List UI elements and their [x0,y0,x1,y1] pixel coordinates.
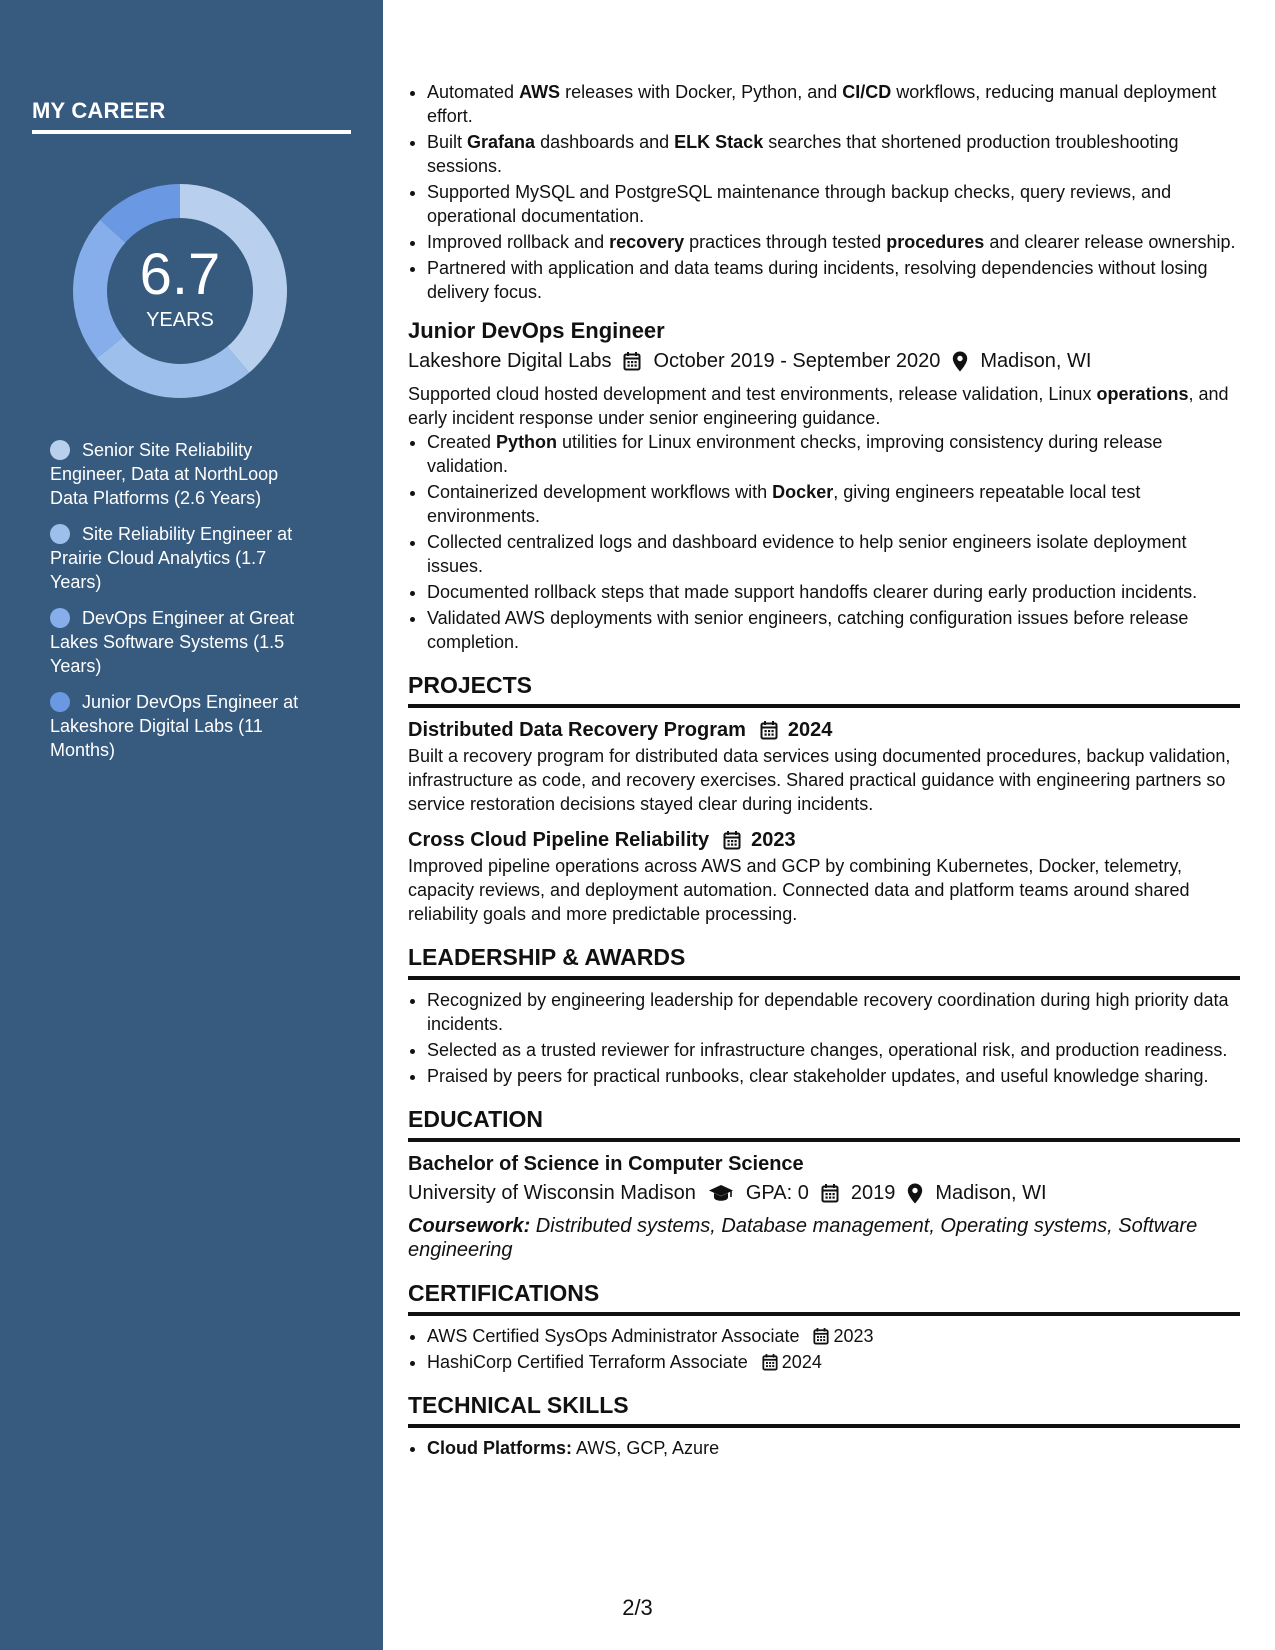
projects-heading: PROJECTS [408,670,1240,708]
text-segment: and clearer release ownership. [984,232,1236,252]
bold-text: operations [1096,384,1189,404]
project-title: Distributed Data Recovery Program [408,719,746,741]
leadership-heading: LEADERSHIP & AWARDS [408,942,1240,980]
career-list [50,438,315,774]
text-segment: Created [427,432,497,452]
calendar-icon [760,720,778,740]
career-item [50,690,315,762]
page-number: 2/3 [622,1595,653,1620]
role-title: Junior DevOps Engineer [408,318,665,343]
text-segment: utilities for Linux environment checks, improving consistency during release validation. [427,432,1163,476]
list-item: • Selected as a trusted reviewer for infrastructure changes, operational risk, and production readiness. [427,1038,1240,1062]
list-item [427,1436,1240,1460]
coursework [408,1214,1240,1262]
text-segment: searches that shortened production troubleshooting sessions. [427,132,1179,176]
text-segment: , giving engineers repeatable local test environments. [427,482,1141,526]
calendar-icon [623,351,641,371]
location-pin-icon [952,351,968,372]
certifications-list [408,1324,1240,1374]
calendar-icon [723,830,741,850]
text-segment: Supported cloud hosted development and test environments, release validation, Linux [408,384,1097,404]
graduation-year: 2019 [850,1182,896,1204]
list-item [427,480,1240,528]
certifications-heading: CERTIFICATIONS [408,1278,1240,1316]
skills-heading: TECHNICAL SKILLS [408,1390,1240,1428]
bold-text: CI/CD [842,82,892,102]
text-segment: dashboards and [535,132,675,152]
total-years: 6.7 [139,242,221,307]
list-item [427,606,1240,654]
graduation-cap-icon [708,1184,734,1202]
text-segment: Automated [427,82,520,102]
list-item [427,256,1240,304]
bold-text: ELK Stack [674,132,764,152]
career-item [50,438,315,510]
list-item [427,1324,1240,1348]
project-year: 2024 [787,719,833,741]
coursework-label: Coursework: [408,1215,531,1237]
project-description: Built a recovery program for distributed data services using documented procedures, backup validation, infrastructure as code, and recovery exercises. Shared practical guidance with engineering partners so service restoration decisions stayed clear during incidents. [408,746,1231,814]
education-meta [408,1178,1240,1208]
calendar-icon [821,1183,839,1203]
project-title: Cross Cloud Pipeline Reliability [408,829,710,851]
list-item: • Recognized by engineering leadership for dependable recovery coordination during high priority data incidents. [427,988,1240,1036]
location-pin-icon [907,1183,923,1204]
cert-name: • AWS Certified SysOps Administrator Associate [427,1326,800,1346]
sidebar-title: MY CAREER [32,98,351,134]
degree-title: Bachelor of Science in Computer Science [408,1153,804,1175]
role-dates: October 2019 - September 2020 [653,350,941,372]
role-summary [408,382,1240,430]
education-location: Madison, WI [935,1182,1047,1204]
text-segment: Validated AWS deployments with senior engineers, catching configuration issues before release completion. [427,608,1189,652]
list-item [427,80,1240,128]
legend-dot-icon [50,440,70,460]
list-item [427,130,1240,178]
text-segment: workflows, reducing manual deployment effort. [427,82,1217,126]
text-segment: Improved rollback and [427,232,610,252]
school-name: University of Wisconsin Madison [408,1182,696,1204]
sidebar [0,0,383,1650]
list-item [427,530,1240,578]
bold-text: Docker [772,482,834,502]
years-label: YEARS [146,309,214,331]
donut-center [62,173,298,409]
leadership-bullets [408,988,1240,1088]
text-segment: Partnered with application and data teams during incidents, resolving dependencies without losing delivery focus. [427,258,1208,302]
gpa: GPA: 0 [745,1182,809,1204]
career-item [50,522,315,594]
education-heading: EDUCATION [408,1104,1240,1142]
list-item [427,230,1240,254]
experience-bullets [408,80,1240,304]
bold-text: Grafana [467,132,536,152]
project-description: Improved pipeline operations across AWS and GCP by combining Kubernetes, Docker, telemetry, capacity reviews, and deployment automation. Connected data and platform teams around shared reliability goals and more predictable processing. [408,856,1190,924]
list-item [427,1350,1240,1374]
skills-list [408,1436,1240,1460]
text-segment: , and early incident response under senior engineering guidance. [408,384,1229,428]
cert-year: 2023 [833,1326,874,1346]
main-content [408,80,1240,1462]
role-bullets [408,430,1240,654]
bold-text: recovery [609,232,685,252]
bold-text: procedures [886,232,985,252]
list-item [427,180,1240,228]
company-name: Lakeshore Digital Labs [408,350,612,372]
career-item [50,606,315,678]
project-year: 2023 [751,829,796,851]
career-item-label: Senior Site Reliability Engineer, Data at NorthLoop Data Platforms (2.6 Years) [50,440,279,508]
text-segment: Containerized development workflows with [427,482,773,502]
legend-dot-icon [50,608,70,628]
career-item-label: Junior DevOps Engineer at Lakeshore Digital Labs (11 Months) [50,692,299,760]
skill-value: AWS, GCP, Azure [572,1438,720,1458]
list-item: • Praised by peers for practical runbooks, clear stakeholder updates, and useful knowledge sharing. [427,1064,1240,1088]
cert-name: • HashiCorp Certified Terraform Associate [427,1352,748,1372]
cert-year: 2024 [781,1352,822,1372]
bold-text: AWS [519,82,561,102]
role-location: Madison, WI [980,350,1092,372]
bold-text: Python [496,432,558,452]
text-segment: releases with Docker, Python, and [560,82,843,102]
project-title-row [408,716,1240,744]
role-meta [408,346,1240,376]
calendar-icon [762,1353,778,1371]
text-segment: Collected centralized logs and dashboard evidence to help senior engineers isolate deployment issues. [427,532,1187,576]
legend-dot-icon [50,524,70,544]
legend-dot-icon [50,692,70,712]
project-title-row [408,826,1240,854]
text-segment: Documented rollback steps that made support handoffs clearer during early production incidents. [427,582,1198,602]
list-item [427,580,1240,604]
calendar-icon [813,1327,829,1345]
skill-label: Cloud Platforms: [427,1438,573,1458]
career-item-label: Site Reliability Engineer at Prairie Cloud Analytics (1.7 Years) [50,524,293,592]
list-item [427,430,1240,478]
coursework-list: Distributed systems, Database management, Operating systems, Software engineering [408,1215,1198,1261]
text-segment: Built [427,132,468,152]
career-item-label: DevOps Engineer at Great Lakes Software Systems (1.5 Years) [50,608,295,676]
text-segment: Supported MySQL and PostgreSQL maintenance through backup checks, query reviews, and operational documentation. [427,182,1172,226]
text-segment: practices through tested [684,232,887,252]
